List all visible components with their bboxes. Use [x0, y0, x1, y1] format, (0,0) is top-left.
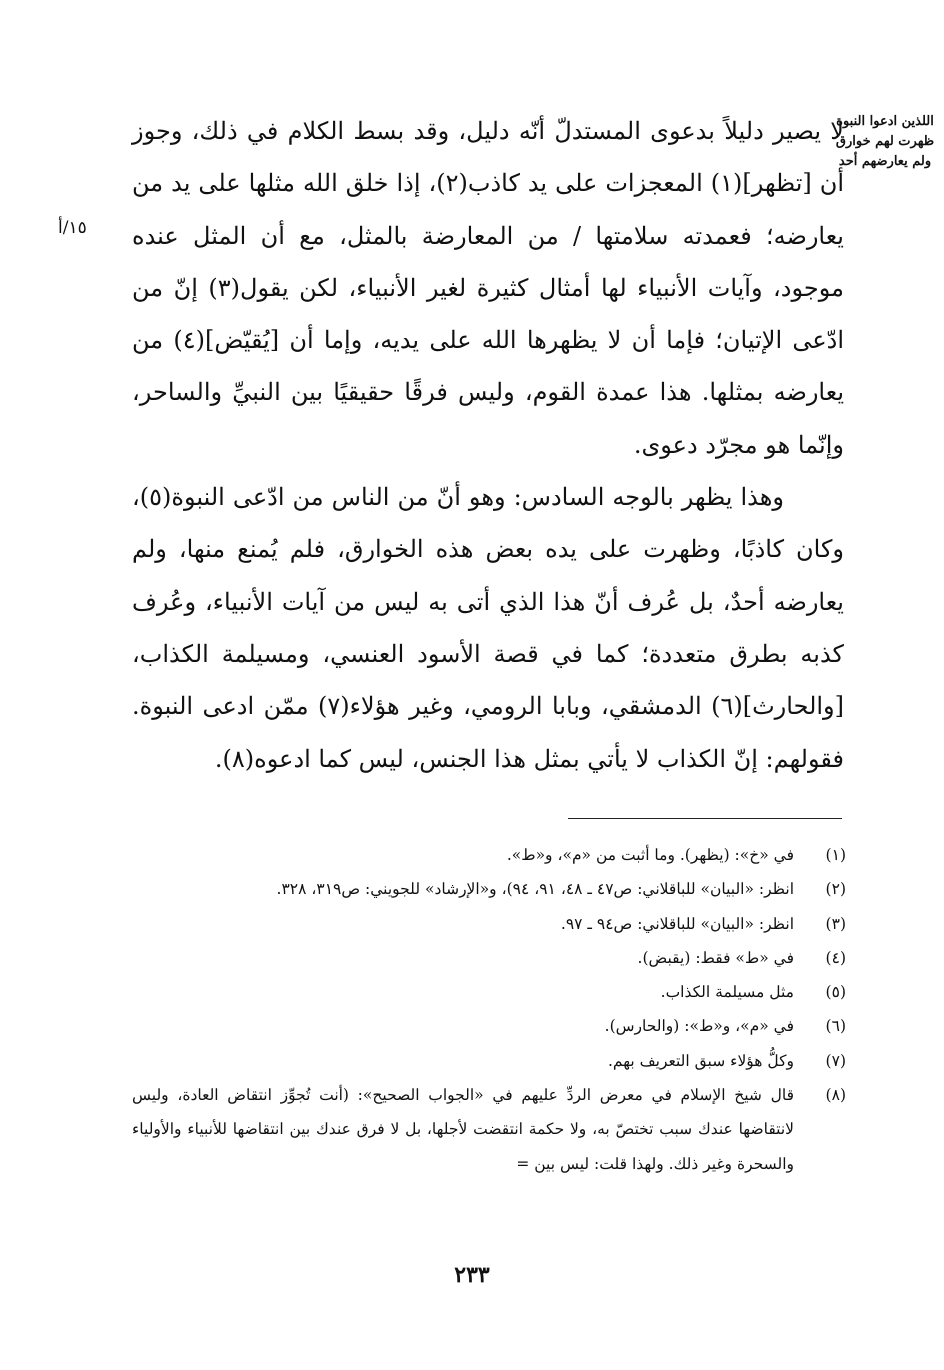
footnote-text: في «خ»: (يظهر). وما أثبت من «م»، و«ط». — [506, 846, 794, 864]
footnote-item — [132, 872, 846, 906]
footnotes-list — [132, 838, 846, 1181]
footnote-text: مثل مسيلمة الكذاب. — [660, 983, 794, 1002]
footnote-number: (٣) — [825, 914, 846, 933]
footnote-item — [132, 838, 846, 872]
footnote-number: (٦) — [825, 1017, 846, 1036]
footnote-text: في «م»، و«ط»: (والحارس). — [604, 1017, 794, 1036]
footnote-item — [132, 1078, 846, 1181]
footnote-number: (٨) — [825, 1086, 846, 1105]
footnote-separator — [568, 818, 842, 819]
paragraph-2: وهذا يظهر بالوجه السادس: وهو أنّ من الناس من ادّعى النبوة(٥)، وكان كاذبًا، وظهرت على يده بعض هذه الخوارق، فلم يُمنع منها، ولم يعارضه أحدٌ، بل عُرف أنّ هذا الذي أتى به ليس من آيات الأنبياء، وعُرف كذبه بطرق متعددة؛ كما في قصة الأسود العنسي، ومسيلمة الكذاب، [والحارث](٦) الدمشقي، وبابا الرومي، وغير هؤلاء(٧) ممّن ادعى النبوة. فقولهم: إنّ الكذاب لا يأتي بمثل هذا الجنس، ليس كما ادعوه(٨). — [132, 483, 845, 773]
footnote-number: (٤) — [825, 948, 846, 967]
paragraph-1: لا يصير دليلاً بدعوى المستدلّ أنّه دليل، وقد بسط الكلام في ذلك، وجوز أن [تظهر](١) المعجزات على يد كاذب(٢)، إذا خلق الله مثلها على يد من يعارضه؛ فعمدته سلامتها / من المعارضة بالمثل، مع أن المثل عنده موجود، وآيات الأنبياء لها أمثال كثيرة لغير الأنبياء، لكن يقول(٣) إنّ من ادّعى الإتيان؛ فإما أن لا يظهرها الله على يديه، وإما أن [يُقيّض](٤) من يعارضه بمثلها. هذا عمدة القوم، وليس فرقًا حقيقيًا بين النبيِّ والساحر، وإنّما هو مجرّد دعوى. — [132, 117, 845, 459]
footnote-number: (١) — [825, 846, 846, 864]
footnote-number: (٧) — [825, 1051, 846, 1070]
margin-note: اللذين ادعوا النبوة ظهرت لهم خوارق ولم يعارضهم أحد — [835, 114, 935, 169]
footnote-text: وكلُّ هؤلاء سبق التعريف بهم. — [607, 1051, 794, 1070]
footnote-text: انظر: «البيان» للباقلاني: ص٤٧ ـ ٤٨، ٩١، ٩٤)، و«الإرشاد» للجويني: ص٣١٩، ٣٢٨. — [276, 880, 794, 899]
main-text — [132, 105, 844, 785]
footnote-text: في «ط» فقط: (يقبض). — [637, 948, 794, 967]
footnote-number: (٥) — [825, 983, 846, 1002]
footnote-item — [132, 1009, 846, 1043]
footnote-text: قال شيخ الإسلام في معرض الردِّ عليهم في «الجواب الصحيح»: (أنت تُجوِّز انتقاض العادة، وليس لانتقاضها عندك سبب تختصّ به، ولا حكمة انتقضت لأجلها، بل لا فرق عندك بين انتقاضها للأنبياء والأولياء والسحرة وغير ذلك. ولهذا قلت: ليس بين = — [132, 1086, 794, 1173]
footnote-item — [132, 1044, 846, 1078]
footnote-item — [132, 975, 846, 1009]
footnote-number: (٢) — [825, 880, 846, 899]
footnote-item — [132, 907, 846, 941]
footnote-text: انظر: «البيان» للباقلاني: ص٩٤ ـ ٩٧. — [560, 914, 794, 933]
folio-mark: ١٥/أ — [58, 218, 87, 238]
footnote-item — [132, 941, 846, 975]
page-number: ٢٣٣ — [454, 1262, 490, 1288]
